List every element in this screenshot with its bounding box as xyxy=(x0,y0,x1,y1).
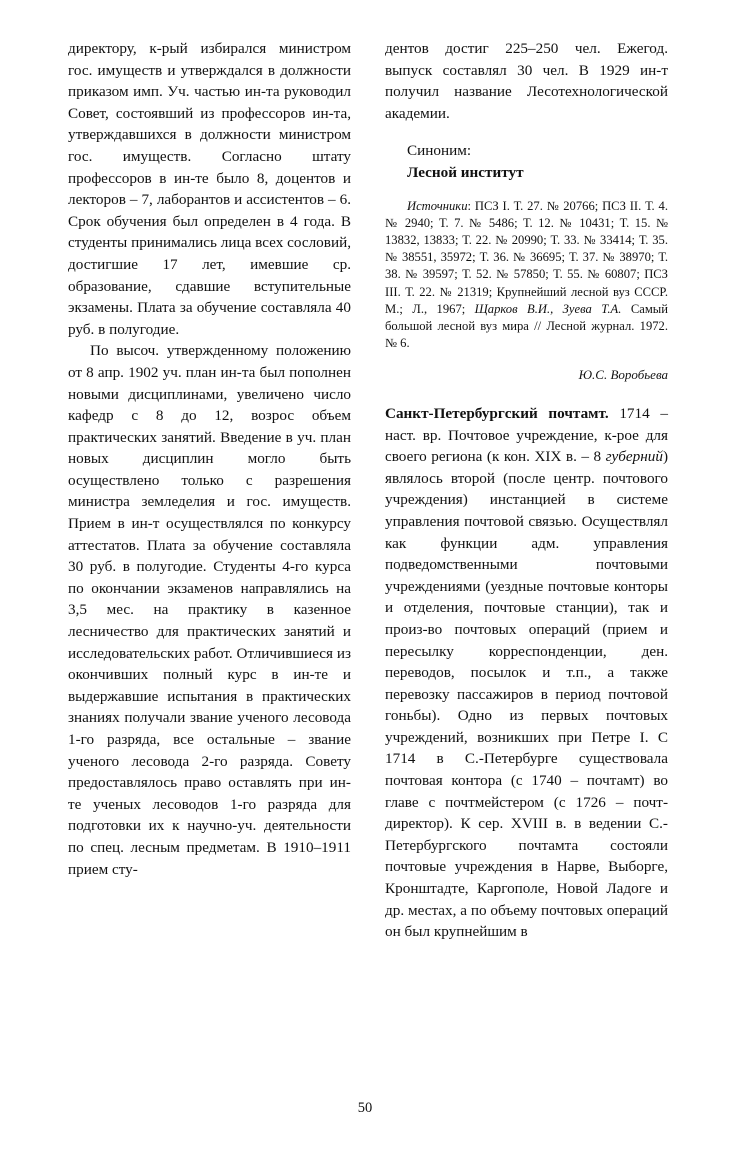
two-column-layout xyxy=(68,38,668,1098)
entry-paragraph xyxy=(385,403,668,943)
entry-text-part-2: ) являлось второй (после центр. почтового учреждения) инстанцией в системе управления почтовой связью. Осуществлял как функции адм. управления подведомственными почтовыми учреждениями (уездные почтовые конторы и отделения, почтовые станции), так и произ-во почтовых операций (прием и пересылку корреспонденции, ден. переводов, посылок и т.п., а также перевозку пассажиров в период почтовой гоньбы). Одно из первых почтовых учреждений, возникших при Петре I. С 1714 в С.-Петербурге существовала почтовая контора (с 1740 – почтамт) во главе с почтмейстером (с 1726 – почт-директор). К сер. XVIII в. в ведении С.-Петербургского почтамта состояли почтовые учреждения в Нарве, Выборге, Кронштадте, Каргополе, Новой Ладоге и др. местах, а по объему почтовых операций он был крупнейшим в xyxy=(385,448,668,941)
paragraph-body: По высоч. утвержденному положению от 8 апр. 1902 уч. план ин-та был пополнен новыми дисциплинами, увеличено число кафедр с 8 до 12, возрос объем практических занятий. Введение в уч. план новых дисциплин могло быть осуществлено только с разрешения министра земледелия и гос. имуществ. Прием в ин-т осуществлялся по конкурсу аттестатов. Плата за обучение составляла 30 руб. в полугодие. Студенты 4-го курса по окончании экзаменов направлялись на 3,5 мес. на практику в казенное лесничество для практических занятий и исследовательских работ. Отличившиеся из окончивших полный курс в ин-те и выдержавшие испытания в практических знаниях получали звание ученого лесовода 1-го разряда, все остальные – звание ученого лесовода 2-го разряда. Совету предоставлялось право оставлять при ин-те ученых лесоводов 1-го разряда для подготовки их к научно-уч. деятельности по спец. лесным предметам. В 1910–1911 прием сту- xyxy=(68,342,351,878)
sources-block xyxy=(385,198,668,353)
sources-text: : ПСЗ I. Т. 27. № 20766; ПСЗ II. Т. 4. № 2940; Т. 7. № 5486; Т. 12. № 10431; Т. 15. № 13832, 13833; Т. 22. № 20990; Т. 33. № 33414; Т. 35. № 38551, 35972; Т. 36. № 36695; Т. 37. № 38970; Т. 38. № 39597; Т. 52. № 57850; Т. 55. № 60807; ПСЗ III. Т. 22. № 21319; Крупнейший лесной вуз СССР. М.; Л., 1967; xyxy=(385,198,668,316)
entry-italic-term: губерний xyxy=(605,448,663,466)
left-column xyxy=(68,38,351,1098)
entry-text-part-1: 1714 – наст. вр. Почтовое учреждение, к-рое для своего региона (к кон. XIX в. – 8 xyxy=(385,404,668,466)
sources-italic-author: Щарков В.И., Зуева Т.А. xyxy=(474,301,622,316)
entry-title: Санкт-Петербургский почтамт. xyxy=(385,404,609,422)
author-signature: Ю.С. Воробьева xyxy=(578,367,668,383)
page-number: 50 xyxy=(357,1100,373,1116)
right-column xyxy=(385,38,668,1098)
synonym-value: Лесной институт xyxy=(407,163,524,181)
sources-label: Источники xyxy=(407,198,468,213)
sources-tail: Самый большой лесной вуз мира // Лесной журнал. 1972. № 6. xyxy=(385,301,668,351)
paragraph-continuation-right: дентов достиг 225–250 чел. Ежегод. выпуск составлял 30 чел. В 1929 ин-т получил название Лесотехнологической академии. xyxy=(385,40,668,122)
synonym-label: Синоним: xyxy=(407,142,472,160)
paragraph-continuation: директору, к-рый избирался министром гос. имуществ и утверждался в должности приказом имп. Уч. частью ин-та руководил Совет, состоявший из профессоров ин-та, утверждавшихся в должности министром гос. имуществ. Согласно штату профессоров в ин-те было 8, доцентов и лекторов – 7, лаборантов и ассистентов – 6. Срок обучения был определен в 4 года. В студенты принимались лица всех сословий, достигшие 17 лет, имевшие ср. образование, сдавшие вступительные экзамены. Плата за обучение составляла 40 руб. в полугодие. xyxy=(68,40,351,338)
